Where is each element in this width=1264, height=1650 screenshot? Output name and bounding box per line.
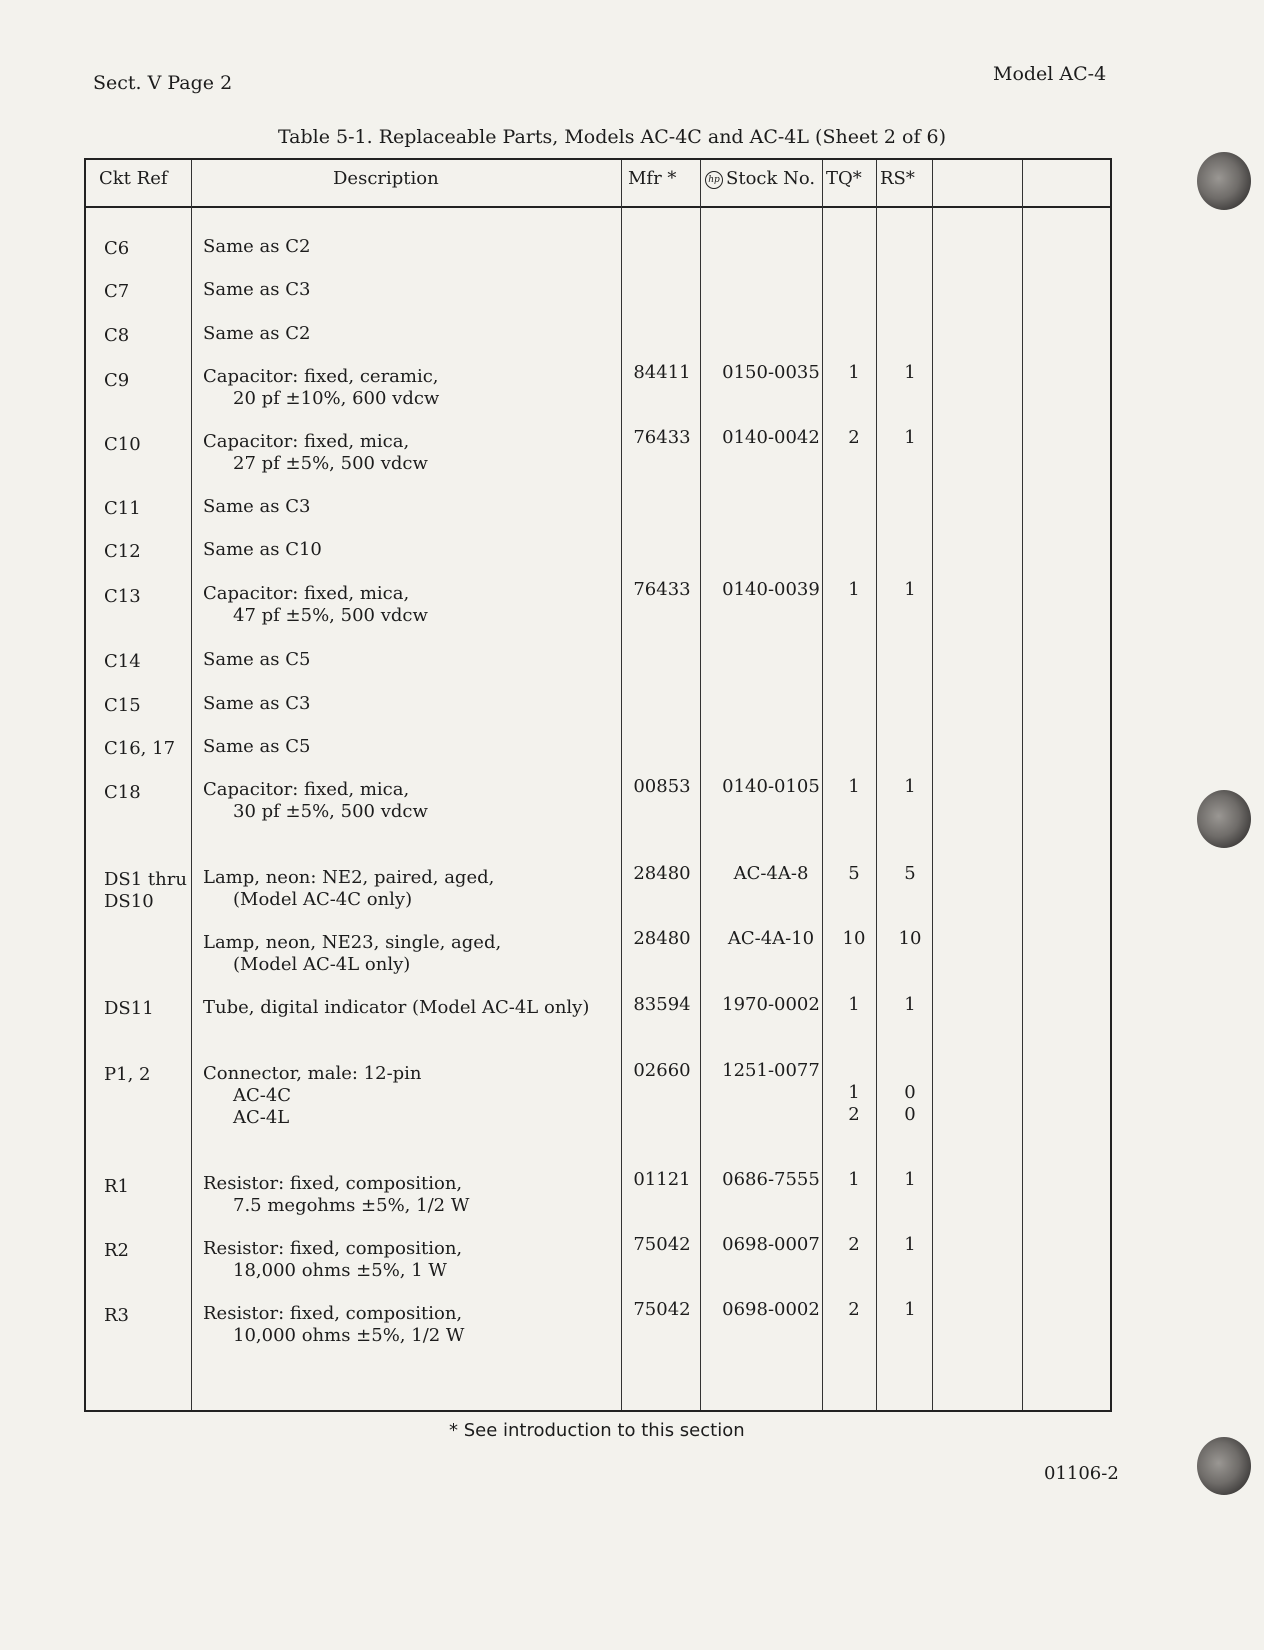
rs-cell: 1 bbox=[904, 1299, 916, 1320]
description-cell: Same as C5 bbox=[203, 649, 311, 670]
tq-cell: 2 bbox=[848, 1299, 860, 1320]
column-header-tq: TQ* bbox=[826, 168, 862, 189]
stock-cell: 1970-0002 bbox=[722, 994, 820, 1015]
description-cell: Same as C2 bbox=[203, 323, 311, 344]
section-page-label: Sect. V Page 2 bbox=[93, 72, 233, 94]
tq-cell: 1 bbox=[848, 994, 860, 1015]
ref-cell: DS11 bbox=[104, 998, 154, 1019]
tq-cell: 1 bbox=[848, 579, 860, 600]
mfr-cell: 76433 bbox=[633, 579, 691, 600]
description-cell: Lamp, neon, NE23, single, aged, (Model AC-4L only) bbox=[203, 932, 502, 975]
mfr-cell: 84411 bbox=[633, 362, 691, 383]
tq-cell: 2 bbox=[848, 427, 860, 448]
column-header-stock: hp Stock No. bbox=[705, 168, 815, 189]
description-cell: Resistor: fixed, composition, 7.5 megohms ±5%, 1/2 W bbox=[203, 1173, 470, 1216]
binder-hole bbox=[1197, 790, 1251, 848]
description-cell: Resistor: fixed, composition, 10,000 ohms ±5%, 1/2 W bbox=[203, 1303, 465, 1346]
ref-cell: C6 bbox=[104, 238, 130, 259]
mfr-cell: 00853 bbox=[633, 776, 691, 797]
ref-cell: C9 bbox=[104, 370, 130, 391]
rs-cell: 0 0 bbox=[904, 1082, 916, 1125]
mfr-cell: 76433 bbox=[633, 427, 691, 448]
tq-cell: 5 bbox=[848, 863, 860, 884]
header-divider bbox=[86, 206, 1110, 208]
ref-cell: C16, 17 bbox=[104, 738, 176, 759]
ref-cell: C14 bbox=[104, 651, 141, 672]
hp-logo-icon: hp bbox=[705, 171, 723, 189]
column-divider bbox=[621, 160, 622, 1410]
column-divider bbox=[700, 160, 701, 1410]
column-header-ref: Ckt Ref bbox=[99, 168, 168, 189]
rs-cell: 1 bbox=[904, 1169, 916, 1190]
footnote: * See introduction to this section bbox=[449, 1420, 745, 1441]
rs-cell: 1 bbox=[904, 776, 916, 797]
column-divider bbox=[876, 160, 877, 1410]
stock-cell: 0686-7555 bbox=[722, 1169, 820, 1190]
stock-cell: 0150-0035 bbox=[722, 362, 820, 383]
ref-cell: C7 bbox=[104, 281, 130, 302]
tq-cell: 2 bbox=[848, 1234, 860, 1255]
description-cell: Resistor: fixed, composition, 18,000 ohms ±5%, 1 W bbox=[203, 1238, 463, 1281]
stock-cell: AC-4A-8 bbox=[733, 863, 809, 884]
stock-cell: 0140-0042 bbox=[722, 427, 820, 448]
description-cell: Same as C10 bbox=[203, 539, 322, 560]
column-header-rs: RS* bbox=[880, 168, 915, 189]
rs-cell: 1 bbox=[904, 1234, 916, 1255]
description-cell: Same as C3 bbox=[203, 693, 311, 714]
rs-cell: 1 bbox=[904, 362, 916, 383]
ref-cell: C12 bbox=[104, 541, 141, 562]
rs-cell: 1 bbox=[904, 994, 916, 1015]
tq-cell: 1 bbox=[848, 1169, 860, 1190]
model-label: Model AC-4 bbox=[993, 63, 1107, 85]
ref-cell: DS1 thru DS10 bbox=[104, 869, 187, 912]
column-divider bbox=[932, 160, 933, 1410]
ref-cell: R1 bbox=[104, 1176, 130, 1197]
mfr-cell: 28480 bbox=[633, 863, 691, 884]
tq-cell: 10 bbox=[842, 928, 866, 949]
ref-cell: C13 bbox=[104, 586, 141, 607]
ref-cell: R3 bbox=[104, 1305, 130, 1326]
page-code: 01106-2 bbox=[1044, 1463, 1119, 1484]
description-cell: Capacitor: fixed, mica, 47 pf ±5%, 500 vdcw bbox=[203, 583, 428, 626]
ref-cell: P1, 2 bbox=[104, 1064, 151, 1085]
description-cell: Same as C3 bbox=[203, 496, 311, 517]
mfr-cell: 28480 bbox=[633, 928, 691, 949]
column-header-mfr: Mfr * bbox=[628, 168, 677, 189]
mfr-cell: 01121 bbox=[633, 1169, 691, 1190]
stock-cell: 0140-0039 bbox=[722, 579, 820, 600]
ref-cell: C11 bbox=[104, 498, 141, 519]
rs-cell: 10 bbox=[898, 928, 922, 949]
table-title: Table 5-1. Replaceable Parts, Models AC-4C and AC-4L (Sheet 2 of 6) bbox=[277, 126, 947, 148]
description-cell: Capacitor: fixed, ceramic, 20 pf ±10%, 600 vdcw bbox=[203, 366, 440, 409]
ref-cell: R2 bbox=[104, 1240, 130, 1261]
binder-hole bbox=[1197, 152, 1251, 210]
column-divider bbox=[1022, 160, 1023, 1410]
rs-cell: 1 bbox=[904, 427, 916, 448]
rs-cell: 5 bbox=[904, 863, 916, 884]
stock-cell: AC-4A-10 bbox=[727, 928, 815, 949]
mfr-cell: 02660 bbox=[633, 1060, 691, 1081]
mfr-cell: 83594 bbox=[633, 994, 691, 1015]
stock-cell: 1251-0077 bbox=[722, 1060, 820, 1081]
description-cell: Capacitor: fixed, mica, 27 pf ±5%, 500 vdcw bbox=[203, 431, 428, 474]
rs-cell: 1 bbox=[904, 579, 916, 600]
description-cell: Connector, male: 12-pin AC-4C AC-4L bbox=[203, 1063, 422, 1128]
description-cell: Tube, digital indicator (Model AC-4L only) bbox=[203, 997, 590, 1018]
column-divider bbox=[191, 160, 192, 1410]
mfr-cell: 75042 bbox=[633, 1234, 691, 1255]
column-header-description: Description bbox=[333, 168, 439, 189]
stock-cell: 0140-0105 bbox=[722, 776, 820, 797]
description-cell: Same as C3 bbox=[203, 279, 311, 300]
description-cell: Capacitor: fixed, mica, 30 pf ±5%, 500 vdcw bbox=[203, 779, 428, 822]
stock-cell: 0698-0002 bbox=[722, 1299, 820, 1320]
mfr-cell: 75042 bbox=[633, 1299, 691, 1320]
tq-cell: 1 bbox=[848, 362, 860, 383]
binder-hole bbox=[1197, 1437, 1251, 1495]
tq-cell: 1 bbox=[848, 776, 860, 797]
tq-cell: 1 2 bbox=[848, 1082, 860, 1125]
ref-cell: C18 bbox=[104, 782, 141, 803]
ref-cell: C8 bbox=[104, 325, 130, 346]
description-cell: Same as C2 bbox=[203, 236, 311, 257]
ref-cell: C15 bbox=[104, 695, 141, 716]
description-cell: Same as C5 bbox=[203, 736, 311, 757]
stock-cell: 0698-0007 bbox=[722, 1234, 820, 1255]
description-cell: Lamp, neon: NE2, paired, aged, (Model AC-4C only) bbox=[203, 867, 495, 910]
ref-cell: C10 bbox=[104, 434, 141, 455]
